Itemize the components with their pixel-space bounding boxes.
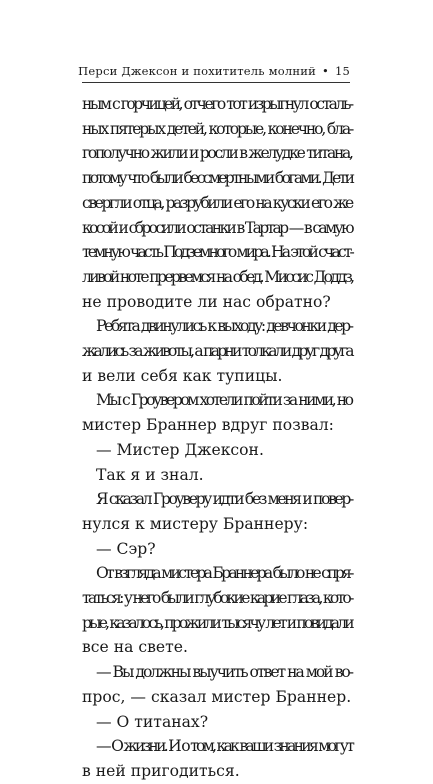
text-line: не проводите ли нас обратно? [82,292,331,311]
text-line: все на свете. [82,638,188,657]
text-line: ливой ноте прервемся на обед. Миссис Доддз, [82,267,353,286]
page-number: 15 [334,64,350,78]
text-line: темную часть Подземного мира. На этой счаст- [82,243,352,262]
text-line: таться: у него были глубокие карие глаза, кото- [82,589,352,608]
text-line: Так я и знал. [96,465,204,484]
text-line: мистер Браннер вдруг позвал: [82,416,334,435]
text-line: гополучно жили и росли в желудке титана, [82,144,352,163]
text-line: прос, — сказал мистер Браннер. [82,687,352,706]
header-rule [82,82,350,83]
text-line: нулся к мистеру Браннеру: [82,514,309,533]
text-line: рые, казалось, прожили тысячу лет и повидали [82,613,352,632]
text-line: — О титанах? [96,712,209,731]
running-head [78,64,350,78]
text-line: Я сказал Гроуверу идти без меня и повер- [96,490,352,509]
text-line: жались за животы, а парни толкали друг друга [82,342,352,361]
text-line: свергли отца, разрубили его на куски его же [82,193,352,212]
text-line: и вели себя как тупицы. [82,366,283,385]
text-line: — Мистер Джексон. [96,440,264,459]
book-title: Перси Джексон и похититель молний [78,64,316,78]
text-line: — Вы должны выучить ответ на мой во- [96,663,353,682]
text-line: в ней пригодиться. [82,761,240,780]
text-line: — О жизни. И о том, как ваши знания могут [96,737,353,756]
text-line: Мы с Гроувером хотели пойти за ними, но [96,391,352,410]
text-line: — Сэр? [96,539,156,558]
text-line: От взгляда мистера Браннера было не спря- [96,564,352,583]
body-text [82,92,352,784]
text-line: потому что были бессмертными богами. Дети [82,169,353,188]
text-line: косой и сбросили останки в Тартар — в самую [82,218,352,237]
text-line: ным с горчицей, отчего тот изрыгнул осталь- [82,95,352,113]
header-separator: • [321,64,329,78]
text-line: Ребята двинулись к выходу: девчонки дер- [96,317,352,336]
text-line: ных пятерых детей, которые, конечно, бла- [82,119,353,138]
